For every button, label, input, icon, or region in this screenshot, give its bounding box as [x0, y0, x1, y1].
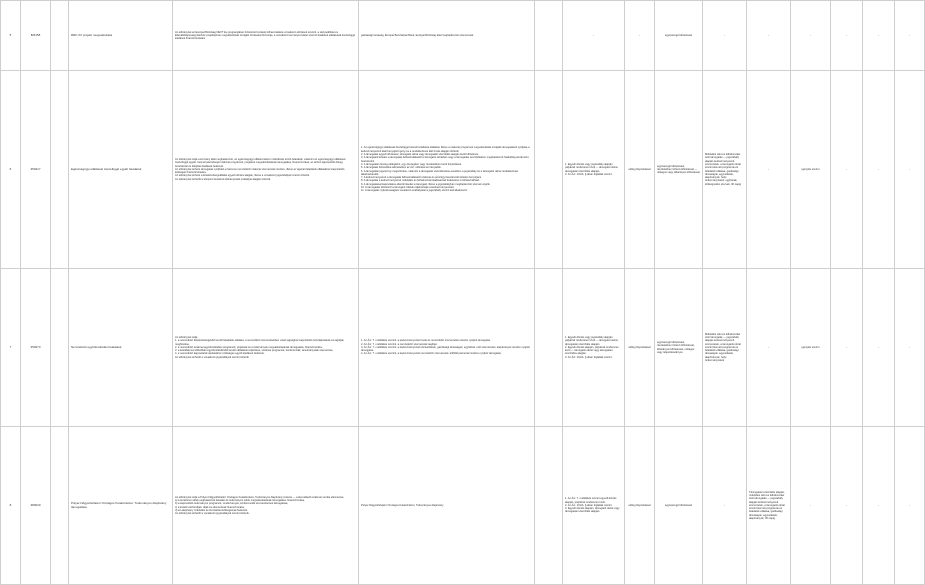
row-method: 1. Egyedi döntés vagy jogszabály alapján, pályázati rendszeren kívül — támogatói okirat, támogatási szerződés alapján. 2. Az Ávr. 101/A. §-ában foglaltak szerint.: [563, 71, 625, 269]
row-title: Pulyer-Nőgyelőshatérr Országos Kutatóintézet, Tudományos Alapítvány támogatása: [69, 427, 173, 585]
row-payment: egyösszegű kifizetéssel, részletekben történő kifizetéssel, időarányos kifizetéssel, utólagos vagy teljesítésarányos: [655, 269, 703, 427]
row-col12: igénylés szerint: [791, 269, 831, 427]
row-method: -: [563, 1, 625, 71]
row-method: 1. Az Ávr. 7. melléklete szerint egyedi döntés alapján, pályázati rendszeren kívül. 2. Az Ávr. 101/A. §-ában foglaltak szerint. 3. Egyedi döntés alapján, támogatói okirat vagy támogatási szerződés alapján.: [563, 427, 625, 585]
row-col13: -: [831, 1, 863, 71]
row-beneficiaries: Pulyer-Nőgyelőshatérr Országos Kutatóintézet, Tudományos Alapítvány: [359, 427, 535, 585]
row-method: 1. Egyedi döntés vagy jogszabály alapján, pályázati rendszeren kívül — támogatói okirat, támogatási szerződés alapján. 2. Egyedi döntés alapján, pályázati rendszeren kívül — támogatói okirat vagy támogatási szerződés alapján. 3. Az Ávr. 101/A. §-ában foglaltak szerint.: [563, 269, 625, 427]
empty-cell: [51, 71, 69, 269]
row-col14: -: [863, 1, 895, 71]
empty-cell: [51, 427, 69, 585]
row-description: Az előirányzat az Európai Bizottság NEXT Eu programjában biztosított források felhasználásra vonatkozó előírások szerinti, a Helyreállítási és Ellenállóképességi Eszköz projektjeinek megvalósítását szolgáló forrásokat biztosítja, a vonatkozó kormányrendelet szerinti feladatok ellátásával összefüggő kiadások finanszírozására.: [173, 1, 359, 71]
row-beneficiaries: gazdasági társaság, Európai Beruházási Bank, Európai Bizottság által meghatározott szervezetek: [359, 1, 535, 71]
table-row: [1, 269, 925, 427]
row-col12: -: [791, 427, 831, 585]
row-col10: Működési célú és felhalmozási célú támogatás — jogszabály alapján kedvezményezett szervezetek, a támogatói okirat szerint kiemelt programok és feladatok ellátása, gazdasági társaságok, egyesületek, alapítványok, helyi önkormányzatok, egyházak, költségvetési szervek, 30 napig: [703, 71, 747, 269]
table-row: [1, 1, 925, 71]
row-col11: Támogatási szerződés alapján, működési célú és felhalmozási célú támogatás — jogszabály alapján kedvezményezett szervezetek, a támogatói okirat szerint kiemelt programok és feladatok ellátása, gazdasági társaságok, egyesületek, alapítványok, 30 napig: [747, 427, 791, 585]
row-col11: -: [747, 1, 791, 71]
row-col10: -: [703, 427, 747, 585]
row-code: 380040: [21, 427, 51, 585]
row-payment: egyösszegű kifizetéssel: [655, 427, 703, 585]
row-code: 359273: [21, 269, 51, 427]
row-code: B/6158: [21, 1, 51, 71]
row-col15: -: [895, 1, 925, 71]
row-col10: -: [703, 1, 747, 71]
row-legal-basis: 1. Az egészségügyi ellátással összefüggő kiemelt feladatok ellátását, illetve a szakmai programok megvalósítását szolgáló támogatások nyújtása a kedvezményezett által benyújtott igény és a rendelkezésre álló forrás alapján történik. 2. A támogatás egyedi döntéssel, támogatói okirat vagy támogatási szerződés alapján kerül kifizetésre. 3. A támogatott köteles a támogatás felhasználásáról a támogatói okiratban vagy a támogatási szerződésben meghatározott határidőig elszámolni, beszámolni. 4. A támogatási összeg előlegként, egy összegben vagy részletekben kerül folyósításra. 5. A támogatás biztosítéka tekintetében az Ávr. előírásai az irányadók. 6. A támogatási jogviszony megszűnése, valamint a támogatás visszafizetése esetében a jogszabály és a támogatói okirat rendelkezései alkalmazandók. 7. A kedvezményezett a támogatás felhasználásáról szakmai és pénzügyi beszámolót köteles benyújtani. 8. A támogatás a kedvezményezett működési és felhalmozási kiadásainak fedezetére is felhasználható. 9. A támogatással kapcsolatos ellenőrzéseket a támogató, illetve a jogszabályban meghatározott szervek végzik. 10. A támogatási döntésről a támogató írásban tájékoztatja a kedvezményezettet. 11. A támogatás nyilvánosságára vonatkozó szabályokat a jogszabály szerint kell alkalmazni.: [359, 71, 535, 269]
row-col14: -: [863, 71, 895, 269]
row-col10: Működési célú és felhalmozási célú támogatás — jogszabály alapján kedvezményezett szervezetek, a támogatói okirat szerint kiemelt programok és feladatok ellátása, gazdasági társaságok, egyesületek, alapítványok, helyi önkormányzatok: [703, 269, 747, 427]
empty-cell: [535, 71, 563, 269]
row-index: 8: [1, 427, 21, 585]
row-col11: -: [747, 71, 791, 269]
row-mode: előleg folyósítással: [625, 71, 655, 269]
table-row: [1, 427, 925, 585]
row-col13: -: [831, 71, 863, 269]
table-row: [1, 71, 925, 269]
row-col13: -: [831, 269, 863, 427]
row-index: 5: [1, 1, 21, 71]
row-col12: igénylés szerint: [791, 71, 831, 269]
row-index: 6: [1, 71, 21, 269]
row-col15: -: [895, 269, 925, 427]
row-title: RRF-XX projekt megvalósítása: [69, 1, 173, 71]
row-col15: -: [895, 427, 925, 585]
empty-cell: [51, 269, 69, 427]
row-title: Egészségügyi ellátással összefüggő egyéb feladatok: [69, 71, 173, 269]
row-description: Az előirányzat célja 1. a nemzetközi kötelezettségekből eredő feladatok ellátása, a nemzetközi szervezetekben viselt tagsághoz kapcsolódó hozzájárulások és tagdíjak megfizetése, 2. a nemzetközi szakmai együttműködési programok, projektek és rendezvények megvalósításának támogatása, finanszírozása, 3. a kétoldalú és többoldalú együttműködésből eredő vállalások teljesítése, szakmai programok, konferenciák, tanulmányutak szervezése, 4. a nemzetközi kapcsolatok ápolásához szükséges egyéb kiadások fedezete. Az előirányzat terhéről a vonatkozó jogszabályok szerint történik.: [173, 269, 359, 427]
row-payment: egyösszegű kifizetéssel: [655, 1, 703, 71]
row-mode: előleg folyósítással: [625, 427, 655, 585]
empty-cell: [535, 1, 563, 71]
row-legal-basis: 1. Az Ávr. 7. melléklete szerinti, a kedvezményezett hazai és nemzetközi szervezetek részére nyújtott támogatás. 2. Az Ávr. 7. melléklete szerinti, a nemzetközi szervezetek tagdíjai. 3. Az Ávr. 7. melléklete szerinti, a kedvezményezett köztestületek, gazdasági társaságok, egyházak, civil szervezetek, alapítványok részére nyújtott támogatás. 4. Az Ávr. 7. melléklete szerinti, a kedvezményezett nemzetközi szervezetek, külföldi partnerek részére nyújtott támogatás.: [359, 269, 535, 427]
row-col14: -: [863, 269, 895, 427]
row-mode: előleg folyósítással: [625, 269, 655, 427]
row-description: Az előirányzat célja a Pulyer-Nőgyelőshatérr Országos Kutatóintézet, Tudományos Alapítvány részére — a kiemelkedő szakmai munka elismerése, a) a kuratórium által meghatározott kutatási és tudományos célok megvalósításának támogatása, finanszírozása, b) a kapcsolódó tudományos programok, rendezvények, konferenciák szervezésének támogatása, c) a kutatói ösztöndíjak, díjak és elismerések finanszírozása, d) az alapítvány működési és fenntartási költségeinek fedezete. Az előirányzat terhéről a vonatkozó jogszabályok szerint történik.: [173, 427, 359, 585]
row-index: 7: [1, 269, 21, 427]
row-code: 359417: [21, 71, 51, 269]
empty-cell: [51, 1, 69, 71]
empty-cell: [535, 269, 563, 427]
row-title: Nemzetközi együttműködési feladatok: [69, 269, 173, 427]
row-mode: -: [625, 1, 655, 71]
row-col11: -: [747, 269, 791, 427]
row-col15: -: [895, 71, 925, 269]
empty-cell: [535, 427, 563, 585]
row-col14: -: [863, 427, 895, 585]
row-col13: -: [831, 427, 863, 585]
row-description: Az előirányzat célja a kormány által meghatározott, az egészségügyi ellátórendszer működését érintő feladatok, valamint az egészségügyi ellátással összefüggő egyéb, kiemelt jelentőségű szakmai programok, projektek megvalósításának támogatása, finanszírozása, az ahhoz kapcsolódó dologi, beruházási és felújítási kiadások fedezete. Az előirányzat terhére támogatás nyújtható a hazai és nemzetközi szakmai szervezetek részére, illetve az ágazati feladatok ellátásához kapcsolódó költségek finanszírozására. Az előirányzat terhére a kötelezettségvállalás egyedi döntés alapján, illetve a vonatkozó jogszabályok szerint történik. Az előirányzat terhéről a központi kezelésű előirányzatok szabályai alapján történik.: [173, 71, 359, 269]
row-col12: -: [791, 1, 831, 71]
row-payment: egyösszegű kifizetéssel, részletekben történő kifizetéssel — utólagos vagy időarányos kifizetéssel: [655, 71, 703, 269]
